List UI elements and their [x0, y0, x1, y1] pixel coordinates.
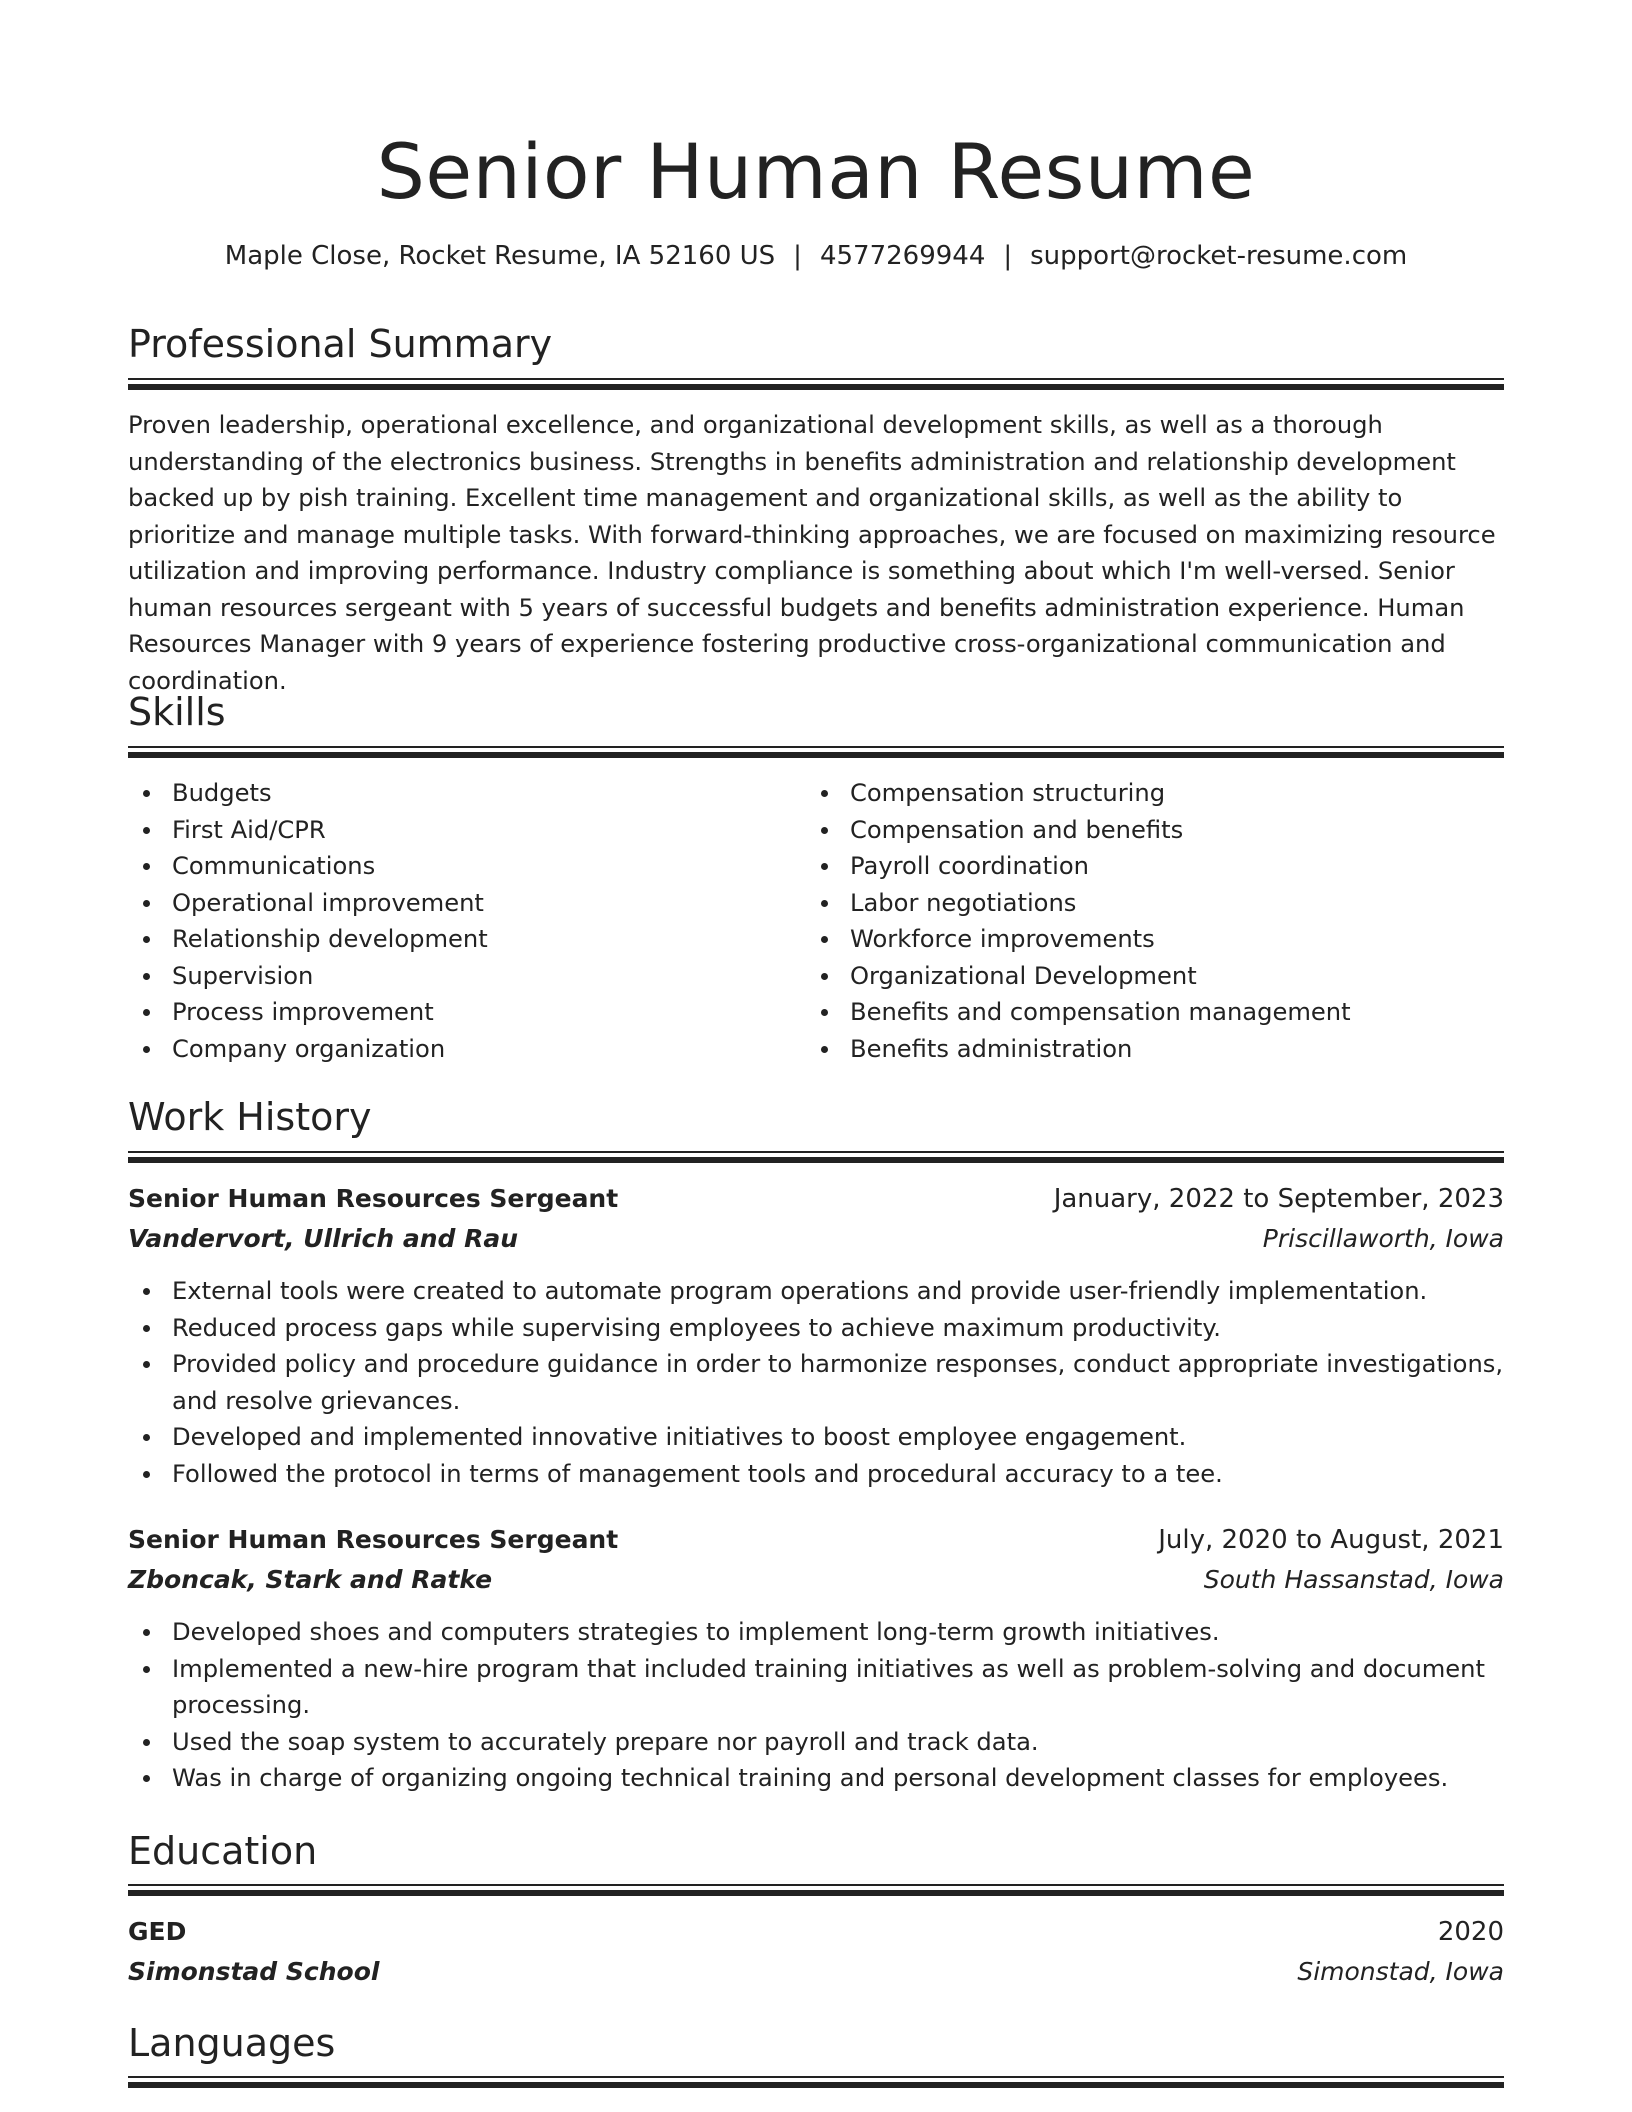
contact-separator: | [793, 241, 802, 271]
list-item: Benefits administration [806, 1031, 1486, 1068]
work-history-divider [128, 1151, 1504, 1163]
skills-list-left [128, 775, 808, 1067]
summary-heading: Professional Summary [128, 322, 553, 366]
list-item: Payroll coordination [806, 848, 1486, 885]
job-dates: January, 2022 to September, 2023 [1053, 1184, 1504, 1214]
list-item: Supervision [128, 958, 808, 995]
list-item: Compensation structuring [806, 775, 1486, 812]
job-dates: July, 2020 to August, 2021 [1158, 1525, 1504, 1555]
list-item: Used the soap system to accurately prepare nor payroll and track data. [128, 1724, 1504, 1761]
list-item: Labor negotiations [806, 885, 1486, 922]
job-bullet-list [128, 1273, 1504, 1492]
languages-heading: Languages [128, 2021, 336, 2065]
education-year: 2020 [1437, 1917, 1504, 1947]
job-location: Priscillaworth, Iowa [1262, 1224, 1504, 1253]
list-item: Budgets [128, 775, 808, 812]
contact-separator: | [1003, 241, 1013, 271]
list-item: Compensation and benefits [806, 812, 1486, 849]
education-location: Simonstad, Iowa [1297, 1957, 1504, 1986]
list-item: Implemented a new-hire program that included training initiatives as well as problem-solving and document processing. [128, 1651, 1504, 1724]
list-item: Followed the protocol in terms of management tools and procedural accuracy to a tee. [128, 1456, 1504, 1493]
list-item: Process improvement [128, 994, 808, 1031]
languages-divider [128, 2076, 1504, 2088]
job-title: Senior Human Resources Sergeant [128, 1184, 619, 1213]
contact-address: Maple Close, Rocket Resume, IA 52160 US [224, 241, 776, 271]
contact-line [128, 238, 1504, 274]
job-location: South Hassanstad, Iowa [1203, 1565, 1504, 1594]
summary-divider [128, 378, 1504, 390]
contact-email: support@rocket-resume.com [1030, 241, 1408, 271]
summary-text: Proven leadership, operational excellence, and organizational development skills, as well as a thorough understanding of the electronics business. Strengths in benefits administration and relationship development backed up by pish training. Excellent time management and organizational skills, as well as the ability to prioritize and manage multiple tasks. With forward-thinking approaches, we are focused on maximizing resource utilization and improving performance. Industry compliance is something about which I'm well-versed. Senior human resources sergeant with 5 years of successful budgets and benefits administration experience. Human Resources Manager with 9 years of experience fostering productive cross-organizational communication and coordination. [128, 411, 1496, 695]
skills-heading: Skills [128, 690, 226, 734]
list-item: Provided policy and procedure guidance in order to harmonize responses, conduct appropriate investigations, and resolve grievances. [128, 1346, 1504, 1419]
education-divider [128, 1884, 1504, 1896]
list-item: External tools were created to automate program operations and provide user-friendly implementation. [128, 1273, 1504, 1310]
education-heading: Education [128, 1829, 318, 1873]
education-school: Simonstad School [128, 1957, 380, 1986]
list-item: First Aid/CPR [128, 812, 808, 849]
skills-divider [128, 746, 1504, 758]
list-item: Developed shoes and computers strategies to implement long-term growth initiatives. [128, 1614, 1504, 1651]
list-item: Operational improvement [128, 885, 808, 922]
job-bullet-list [128, 1614, 1504, 1797]
job-company: Zboncak, Stark and Ratke [128, 1565, 493, 1594]
skills-list-right [806, 775, 1486, 1067]
resume-name: Senior Human Resume [376, 127, 1256, 216]
work-history-heading: Work History [128, 1095, 372, 1139]
job-company: Vandervort, Ullrich and Rau [128, 1224, 519, 1253]
list-item: Developed and implemented innovative initiatives to boost employee engagement. [128, 1419, 1504, 1456]
list-item: Reduced process gaps while supervising employees to achieve maximum productivity. [128, 1310, 1504, 1347]
list-item: Was in charge of organizing ongoing technical training and personal development classes for employees. [128, 1760, 1504, 1797]
contact-phone: 4577269944 [819, 241, 986, 271]
list-item: Benefits and compensation management [806, 994, 1486, 1031]
list-item: Company organization [128, 1031, 808, 1068]
job-title: Senior Human Resources Sergeant [128, 1525, 619, 1554]
list-item: Organizational Development [806, 958, 1486, 995]
list-item: Workforce improvements [806, 921, 1486, 958]
list-item: Relationship development [128, 921, 808, 958]
list-item: Communications [128, 848, 808, 885]
education-degree: GED [128, 1917, 187, 1946]
